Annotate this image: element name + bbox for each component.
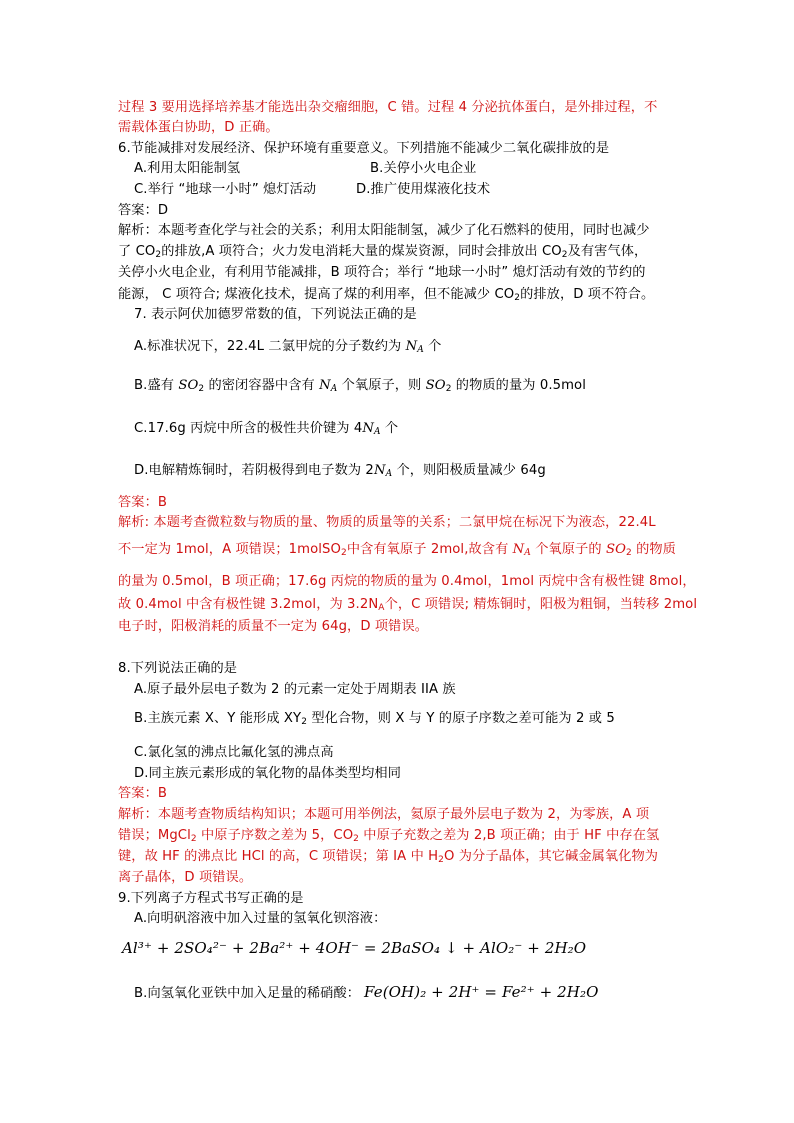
question-8-option-a: A.原子最外层电子数为 2 的元素一定处于周期表 IIA 族 [134, 682, 456, 697]
question-6-stem: 6.节能减排对发展经济、保护环境有重要意义。下列措施不能减少二氧化碳排放的是 [118, 141, 610, 156]
explanation-line: 故 0.4mol 中含有极性键 3.2mol，为 $3.2N_A$个，C 项错误; 精炼铜时，阳极为粗铜，当转移 2mol [118, 597, 698, 613]
text-line: 需载体蛋白协助，D 正确。 [118, 120, 279, 135]
question-8-option-d: D.同主族元素形成的氧化物的晶体类型均相同 [134, 766, 402, 781]
question-9-stem: 9.下列离子方程式书写正确的是 [118, 891, 304, 906]
explanation-line: 不一定为 1mol，A 项错误；1molSO$_2$中含有氧原子 2mol,故含有 $N_A$ 个氧原子的 $SO_2$ 的物质 [118, 542, 676, 558]
option-d: D.推广使用煤液化技术 [356, 182, 491, 197]
answer-6: 答案：D [118, 203, 169, 218]
option-c: C.举行 “地球一小时” 熄灯活动 [134, 182, 317, 197]
question-7-option-b: B.盛有 $SO_2$ 的密闭容器中含有 $N_A$ 个氧原子，则 $SO_2$ 的物质的量为 0.5mol [134, 378, 586, 394]
option-b: B.关停小火电企业 [370, 161, 477, 176]
question-8-option-c: C.氯化氢的沸点比氟化氢的沸点高 [134, 745, 334, 760]
question-6-options-cd [134, 180, 704, 200]
question-8-option-b: B.主族元素 X、Y 能形成 $XY_2$ 型化合物，则 X 与 Y 的原子序数之差可能为 2 或 5 [134, 711, 615, 727]
explanation-line: 关停小火电企业，有利用节能减排，B 项符合；举行 “地球一小时” 熄灯活动有效的节约的 [118, 265, 646, 280]
explanation-line: 解析: 本题考查微粒数与物质的量、物质的质量等的关系；二氯甲烷在标况下为液态，22.4L [118, 515, 656, 530]
explanation-line: 解析：本题考查物质结构知识；本题可用举例法，氦原子最外层电子数为 2，为零族，A 项 [118, 807, 650, 822]
question-7-stem: 7. 表示阿伏加德罗常数的值，下列说法正确的是 [134, 307, 417, 322]
question-6-options-ab [134, 159, 704, 179]
explanation-line: 电子时，阳极消耗的质量不一定为 64g，D 项错误。 [118, 619, 429, 634]
question-7-option-d: D.电解精炼铜时，若阴极得到电子数为 $2N_A$ 个，则阳极质量减少 64g [134, 463, 546, 479]
question-8-stem: 8.下列说法正确的是 [118, 661, 238, 676]
answer-8: 答案：B [118, 786, 168, 801]
explanation-line: 了 $CO_2$的排放,A 项符合；火力发电消耗大量的煤炭资源，同时会排放出 $CO_2$及有害气体， [118, 244, 648, 260]
option-a: A.利用太阳能制氢 [134, 161, 241, 176]
explanation-line: 能源， C 项符合; 煤液化技术，提高了煤的利用率，但不能减少 $CO_2$的排放，D 项不符合。 [118, 287, 655, 303]
explanation-line: 离子晶体，D 项错误。 [118, 870, 253, 885]
equation-b: Fe(OH)₂ + 2H⁺ = Fe²⁺ + 2H₂O [364, 983, 599, 1001]
answer-7: 答案：B [118, 495, 168, 510]
text-line: 过程 3 要用选择培养基才能选出杂交瘤细胞，C 错。过程 4 分泌抗体蛋白，是外排过程，不 [118, 100, 658, 115]
question-7-option-c: C.17.6g 丙烷中所含的极性共价键为 $4N_A$ 个 [134, 421, 399, 437]
explanation-line: 的量为 0.5mol，B 项正确；17.6g 丙烷的物质的量为 0.4mol，1mol 丙烷中含有极性键 8mol， [118, 574, 696, 589]
explanation-line: 解析：本题考查化学与社会的关系；利用太阳能制氢，减少了化石燃料的使用，同时也减少 [118, 223, 650, 238]
question-9-option-b: B.向氢氧化亚铁中加入足量的稀硝酸： Fe(OH)₂ + 2H⁺ = Fe²⁺ + 2H₂O [134, 983, 599, 1001]
question-9-option-a: A.向明矾溶液中加入过量的氢氧化钡溶液： [134, 911, 387, 926]
question-7-option-a: A.标准状况下，22.4L 二氯甲烷的分子数约为 $N_A$ 个 [134, 339, 442, 355]
equation-a: Al³⁺ + 2SO₄²⁻ + 2Ba²⁺ + 4OH⁻ = 2BaSO₄ ↓ + AlO₂⁻ + 2H₂O [122, 939, 587, 957]
explanation-line: 键，故 HF 的沸点比 HCl 的高，C 项错误；第 IA 中 $H_2O$ 为分子晶体，其它碱金属氧化物为 [118, 849, 659, 865]
explanation-line: 错误；MgCl$_2$ 中原子序数之差为 5，$CO_2$ 中原子充数之差为 2,B 项正确；由于 HF 中存在氢 [118, 828, 660, 844]
